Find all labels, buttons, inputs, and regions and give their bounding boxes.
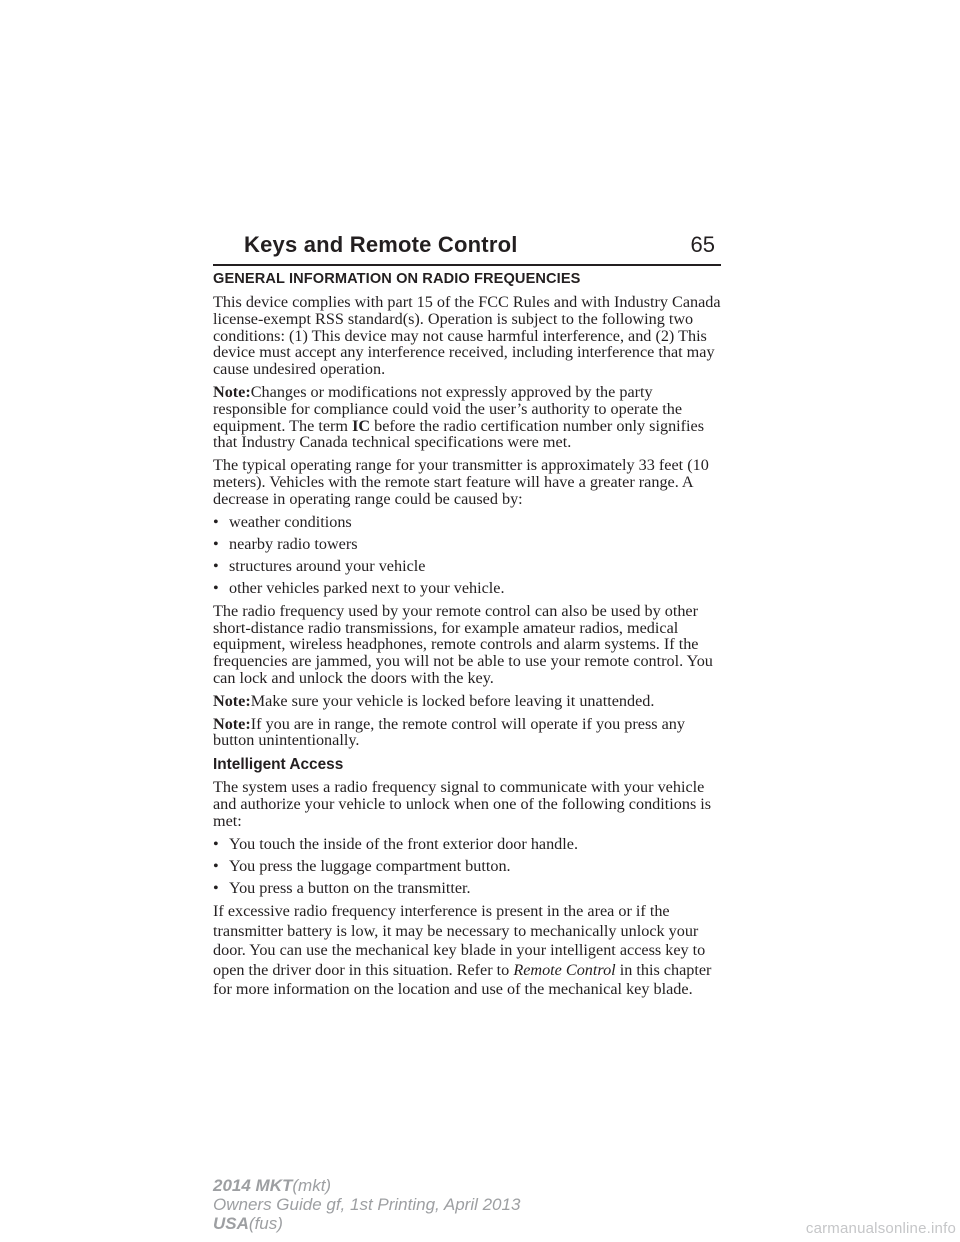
list-item: • nearby radio towers [213,534,358,553]
interference-paragraph: The radio frequency used by your remote control can also be used by other short-distance radio transmissions, for example amateur radios, medical equipment, wireless headphones, remote controls and alarm systems. If the frequencies are jammed, you will not be able to use your remote control. You can lock and unlock the doors with the key. [213,601,713,687]
note-text: before the radio certification number only signifies that Industry Canada technical specifications were met. [213,416,705,452]
page-content [213,270,723,1005]
page-footer [213,1176,520,1233]
unlock-conditions-list [213,836,723,897]
note-label: Note: [213,691,251,710]
operating-range-paragraph: The typical operating range for your transmitter is approximately 33 feet (10 meters). Vehicles with the remote start feature will have a greater range. A decrease in operating range could be caused by: [213,456,709,508]
range-factors-list [213,514,723,598]
page-header [213,230,721,266]
bullet-icon: • [213,512,219,531]
note-text: Changes or modifications not expressly approved by the party responsible for compliance could void the user’s authority to operate the equipment. The term [213,382,683,435]
list-item: • structures around your vehicle [213,557,426,576]
footer-model-line: 2014 MKT(mkt) [213,1176,332,1195]
list-item: • You press a button on the transmitter. [213,879,471,898]
note-text: Make sure your vehicle is locked before leaving it unattended. [250,691,655,710]
bullet-icon: • [213,834,219,853]
note-in-range [213,716,723,750]
list-item: • You press the luggage compartment button. [213,856,511,875]
list-item: • other vehicles parked next to your vehicle. [213,579,505,598]
note-text: If you are in range, the remote control will operate if you press any button unintentionally. [213,714,685,750]
section-heading-intelligent-access: Intelligent Access [213,756,344,774]
bullet-icon: • [213,557,219,576]
fcc-compliance-paragraph: This device complies with part 15 of the FCC Rules and with Industry Canada license-exempt RSS standard(s). Operation is subject to the following two conditions: (1) This device may not cause harmful interference, and (2) This device must accept any interference received, including interference that may cause undesired operation. [213,293,721,379]
mechanical-key-paragraph: If excessive radio frequency interference is present in the area or if the transmitter battery is low, it may be necessary to mechanically unlock your door. You can use the mechanical key blade in your intelligent access key to open the driver door in this situation. Refer to Remote Control in this chapter for more information on the location and use of the mechanical key blade. [213,902,712,999]
bullet-icon: • [213,856,219,875]
remote-control-reference: Remote Control [513,960,616,979]
list-item: • weather conditions [213,512,352,531]
note-label: Note: [213,714,251,733]
bullet-icon: • [213,534,219,553]
ic-term: IC [352,416,371,435]
footer-market-line: USA(fus) [213,1214,283,1233]
note-label: Note: [213,382,251,401]
bullet-icon: • [213,579,219,598]
intelligent-access-paragraph: The system uses a radio frequency signal to communicate with your vehicle and authorize your vehicle to unlock when one of the following conditions is met: [213,778,712,830]
page-number: 65 [690,232,715,257]
section-heading-radio-frequencies: GENERAL INFORMATION ON RADIO FREQUENCIES [213,271,581,287]
note-modifications [213,384,723,451]
list-item: • You touch the inside of the front exterior door handle. [213,834,579,853]
bullet-icon: • [213,879,219,898]
footer-edition-line: Owners Guide gf, 1st Printing, April 2013 [213,1195,521,1214]
chapter-title: Keys and Remote Control [244,232,518,257]
watermark: carmanualsonline.info [805,1220,956,1237]
note-lock-vehicle [213,693,723,710]
